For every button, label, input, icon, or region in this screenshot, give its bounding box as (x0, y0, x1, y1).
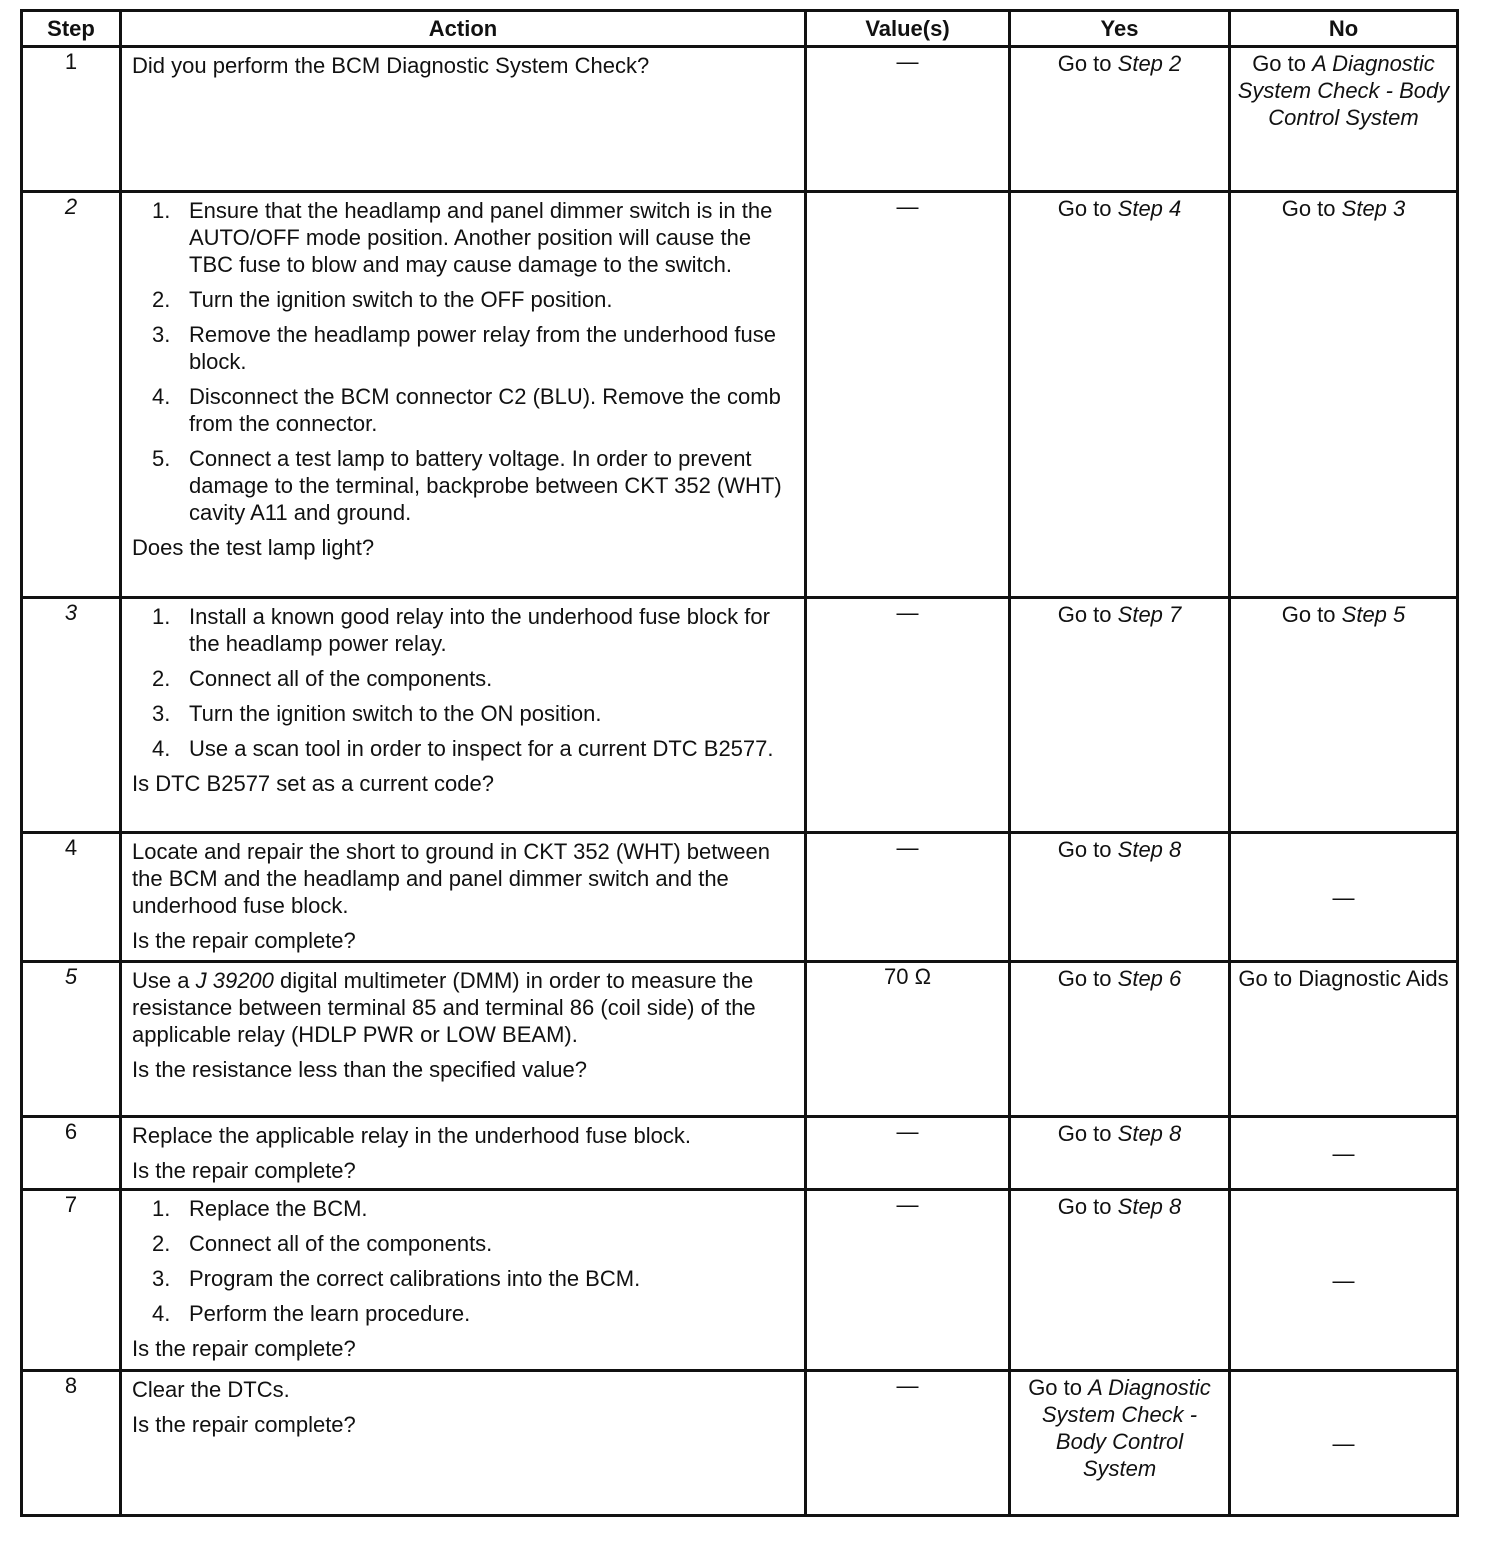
step-number: 3 (22, 598, 121, 833)
value-cell: — (806, 1190, 1010, 1371)
action-text: Clear the DTCs. (132, 1377, 290, 1402)
value-cell: 70 Ω (806, 962, 1010, 1117)
yes-prefix: Go to (1057, 602, 1112, 627)
table-row (22, 1190, 1458, 1371)
step-number: 7 (22, 1190, 121, 1371)
yes-prefix: Go to (1028, 1375, 1082, 1400)
action-step-item: 2. Connect all of the components. (152, 666, 493, 691)
yes-cell (1010, 1190, 1230, 1371)
value-cell: — (806, 833, 1010, 962)
action-text: Locate and repair the short to ground in CKT 352 (WHT) between the BCM and the headlamp and panel dimmer switch and the underhood fuse block. (132, 839, 770, 918)
action-step-item: 4. Perform the learn procedure. (152, 1301, 471, 1326)
action-cell (121, 192, 806, 598)
action-cell (121, 962, 806, 1117)
table-row (22, 833, 1458, 962)
action-question: Is the resistance less than the specified value? (132, 1057, 587, 1082)
tool-name: J 39200 (195, 968, 274, 993)
value-cell: — (806, 192, 1010, 598)
value-cell: — (806, 1117, 1010, 1190)
action-cell (121, 598, 806, 833)
action-step-item: 4. Use a scan tool in order to inspect for a current DTC B2577. (152, 736, 774, 761)
header-step: Step (22, 11, 121, 47)
action-steps (132, 603, 796, 762)
yes-target-link[interactable]: Step 2 (1117, 51, 1182, 76)
yes-prefix: Go to (1057, 51, 1112, 76)
diagnostic-table (20, 9, 1459, 1517)
action-step-item: 4. Disconnect the BCM connector C2 (BLU). Remove the comb from the connector. (152, 384, 781, 436)
table-row (22, 47, 1458, 192)
no-target-link[interactable]: Step 3 (1341, 196, 1406, 221)
yes-prefix: Go to (1057, 1194, 1112, 1219)
no-cell (1230, 47, 1458, 192)
no-target-link[interactable]: Step 5 (1341, 602, 1406, 627)
action-text: Use a J 39200 digital multimeter (DMM) in order to measure the resistance between terminal 85 and terminal 86 (coil side) of the applicable relay (HDLP PWR or LOW BEAM). (132, 968, 756, 1047)
yes-cell (1010, 962, 1230, 1117)
action-step-item: 3. Turn the ignition switch to the ON position. (152, 701, 602, 726)
yes-cell (1010, 192, 1230, 598)
no-cell (1230, 598, 1458, 833)
yes-target-link[interactable]: Step 8 (1117, 1194, 1182, 1219)
action-question: Does the test lamp light? (132, 535, 375, 560)
no-target-link[interactable]: Go to Diagnostic Aids (1238, 966, 1449, 991)
step-number: 5 (22, 962, 121, 1117)
action-text: Did you perform the BCM Diagnostic System Check? (132, 53, 650, 78)
yes-prefix: Go to (1057, 837, 1112, 862)
value-cell: — (806, 1371, 1010, 1516)
table-row (22, 598, 1458, 833)
action-steps (132, 197, 796, 526)
value-cell: — (806, 598, 1010, 833)
yes-cell (1010, 598, 1230, 833)
yes-target-link[interactable]: Step 6 (1117, 966, 1182, 991)
step-number: 2 (22, 192, 121, 598)
no-prefix: Go to (1281, 602, 1336, 627)
action-step-item: 3. Program the correct calibrations into the BCM. (152, 1266, 641, 1291)
header-values: Value(s) (806, 11, 1010, 47)
action-cell (121, 833, 806, 962)
table-row (22, 962, 1458, 1117)
action-step-item: 1. Ensure that the headlamp and panel dimmer switch is in the AUTO/OFF mode position. Another position will cause the TBC fuse to blow and may cause damage to the switch. (152, 198, 773, 277)
action-question: Is the repair complete? (132, 1158, 356, 1183)
value-cell: — (806, 47, 1010, 192)
yes-target-link[interactable]: Step 7 (1117, 602, 1182, 627)
yes-cell (1010, 1371, 1230, 1516)
action-step-item: 5. Connect a test lamp to battery voltage. In order to prevent damage to the terminal, backprobe between CKT 352 (WHT) cavity A11 and ground. (152, 446, 782, 525)
table-row (22, 1371, 1458, 1516)
action-step-item: 1. Install a known good relay into the underhood fuse block for the headlamp power relay. (152, 604, 770, 656)
header-yes: Yes (1010, 11, 1230, 47)
action-question: Is the repair complete? (132, 928, 356, 953)
table-row (22, 1117, 1458, 1190)
yes-prefix: Go to (1057, 966, 1112, 991)
action-text: Replace the applicable relay in the underhood fuse block. (132, 1123, 691, 1148)
action-cell (121, 1190, 806, 1371)
step-number: 6 (22, 1117, 121, 1190)
no-target-link[interactable]: A Diagnostic System Check - Body Control System (1237, 51, 1450, 130)
action-step-item: 2. Turn the ignition switch to the OFF position. (152, 287, 613, 312)
yes-target-link[interactable]: Step 8 (1117, 837, 1182, 862)
yes-prefix: Go to (1057, 196, 1112, 221)
action-step-item: 2. Connect all of the components. (152, 1231, 493, 1256)
no-cell: — (1230, 1190, 1458, 1371)
header-row (22, 11, 1458, 47)
action-steps (132, 1195, 796, 1327)
no-cell: — (1230, 1371, 1458, 1516)
no-prefix: Go to (1281, 196, 1336, 221)
no-prefix: Go to (1252, 51, 1306, 76)
no-cell: — (1230, 833, 1458, 962)
action-step-item: 3. Remove the headlamp power relay from the underhood fuse block. (152, 322, 777, 374)
table-row (22, 192, 1458, 598)
no-cell (1230, 962, 1458, 1117)
yes-cell (1010, 833, 1230, 962)
step-number: 1 (22, 47, 121, 192)
yes-target-link[interactable]: Step 8 (1117, 1121, 1182, 1146)
header-action: Action (121, 11, 806, 47)
yes-cell (1010, 1117, 1230, 1190)
yes-target-link[interactable]: A Diagnostic System Check - Body Control System (1041, 1375, 1211, 1481)
no-cell: — (1230, 1117, 1458, 1190)
action-question: Is DTC B2577 set as a current code? (132, 771, 494, 796)
step-number: 8 (22, 1371, 121, 1516)
yes-prefix: Go to (1057, 1121, 1112, 1146)
action-step-item: 1. Replace the BCM. (152, 1196, 368, 1221)
action-cell (121, 1371, 806, 1516)
yes-cell (1010, 47, 1230, 192)
step-number: 4 (22, 833, 121, 962)
action-cell (121, 47, 806, 192)
header-no: No (1230, 11, 1458, 47)
action-cell (121, 1117, 806, 1190)
no-cell (1230, 192, 1458, 598)
action-question: Is the repair complete? (132, 1412, 356, 1437)
yes-target-link[interactable]: Step 4 (1117, 196, 1182, 221)
action-question: Is the repair complete? (132, 1336, 356, 1361)
